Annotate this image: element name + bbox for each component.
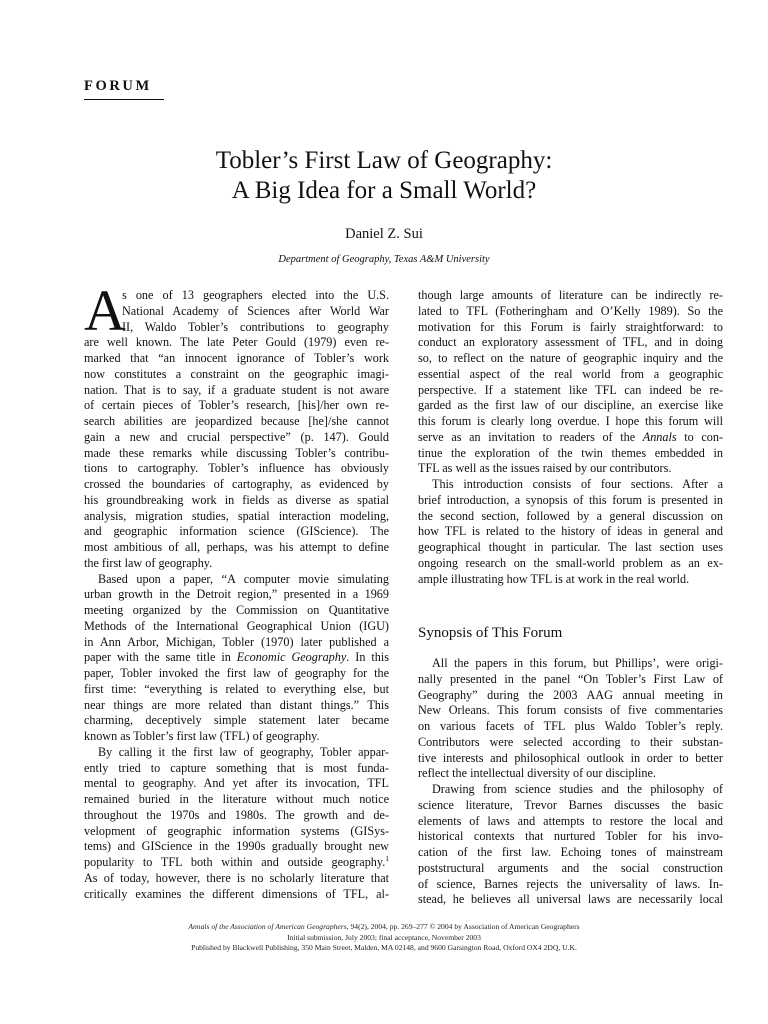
text-line: this forum is clearly long overdue. I hope this forum will xyxy=(418,414,723,428)
text-line: how TFL is related to the history of ideas in general and xyxy=(418,524,723,539)
footer-citation xyxy=(0,922,768,933)
journal-annals-tail: to con- xyxy=(676,429,723,444)
section-rule xyxy=(84,99,164,100)
section-heading-synopsis: Synopsis of This Forum xyxy=(418,625,563,641)
text-line: his groundbreaking work in fields as diverse as spatial xyxy=(84,492,389,507)
text-line: now constitutes a constraint on the geographic imagi- xyxy=(84,366,389,381)
text-line: Based upon a paper, “A computer movie simulating xyxy=(98,571,389,586)
footer-journal: Annals of the Association of American Geographers xyxy=(188,922,347,931)
text-line: brief introduction, a synopsis of this forum is presented in xyxy=(418,492,723,507)
text-line: perspective. If a statement like TFL can indeed be re- xyxy=(418,382,723,397)
text-line: of science, Barnes rejects the universality of laws. In- xyxy=(418,876,723,891)
footnote-marker[interactable]: 1 xyxy=(385,853,389,863)
text-line: lated to TFL (Fotheringham and O’Kelly 1989). So the xyxy=(418,303,723,318)
text-line: in Ann Arbor, Michigan, Tobler (1970) later published a xyxy=(84,634,389,649)
text-line: on various facets of TFL plus Waldo Tobler’s reply. xyxy=(418,719,723,733)
text-line: paper with the same title in Economic Geography. In this xyxy=(84,650,389,665)
text-line: poststructural arguments and the social construction xyxy=(418,860,723,875)
text-line: made these remarks while discussing Tobler’s contribu- xyxy=(84,445,389,460)
text-line: throughout the 1970s and 1980s. The growth and de- xyxy=(84,807,389,822)
text-line: Methods of the International Geographical Union (IGU) xyxy=(84,618,389,633)
text-line: are well known. The late Peter Gould (1979) even re- xyxy=(84,335,389,350)
text-line: New Orleans. This forum consists of five commentaries xyxy=(418,703,723,718)
text-line: By calling it the first law of geography, Tobler appar- xyxy=(98,744,389,759)
text-line: the second section, followed by a general discussion on xyxy=(418,508,723,523)
drop-cap: A xyxy=(84,278,126,343)
text-line: and geographic information science (GIScience). The xyxy=(84,524,389,539)
text-line: the first law of geography. xyxy=(84,555,213,570)
text-line: popularity to TFL both within and outside geography.$^1$ xyxy=(84,853,389,869)
text-line: conduct an exploratory assessment of TFL, and in doing xyxy=(418,335,723,350)
text-line: known as Tobler’s first law (TFL) of geography. xyxy=(84,729,320,743)
text-line: essential aspect of the real world from a geographic xyxy=(418,366,723,381)
text-line: velopment of geographic information systems (GISys- xyxy=(84,823,389,838)
text-line: ongoing research on the small-world problem as an ex- xyxy=(418,555,723,570)
text-line: first time: “everything is related to everything else, but xyxy=(84,681,389,696)
text-line: marked that “an innocent ignorance of Tobler’s work xyxy=(84,351,389,365)
text-line: tems) and GIScience in the 1990s gradually brought new xyxy=(84,839,389,854)
text-line: near things are more related than distant things.” This xyxy=(84,697,389,712)
title-line-1: Tobler’s First Law of Geography: xyxy=(215,147,553,174)
text-line: of certain pieces of Tobler’s research, [his]/her own re- xyxy=(84,398,389,413)
text-line: As of today, however, there is no scholarly literature that xyxy=(84,870,389,885)
right-column-continued xyxy=(418,656,723,908)
text-line: mental to geography. And yet after its invocation, TFL xyxy=(84,776,389,791)
text-line: analysis, migration studies, spatial interaction modeling, xyxy=(84,508,389,523)
text-line: so, to reflect on the nature of geographic inquiry and the xyxy=(418,351,723,365)
text-line: II, Waldo Tobler’s contributions to geography xyxy=(122,319,389,334)
text-line: search abilities are jeopardized because [he]/she cannot xyxy=(84,414,389,428)
text-line: stead, he believes all universal laws are necessarily local xyxy=(418,892,723,907)
text-line: TFL as well as the issues raised by our contributors. xyxy=(418,461,672,476)
text-line: nation. That is to say, if a graduate student is not aware xyxy=(84,382,389,397)
page-footer xyxy=(0,922,768,954)
text-line: meeting organized by the Commission on Quantitative xyxy=(84,603,389,617)
text-line: ample illustrating how TFL is at work in the real world. xyxy=(418,571,690,586)
text-line: tinue the exploration of the twin themes embedded in xyxy=(418,445,723,460)
text-line: reflect the intellectual diversity of our discipline. xyxy=(418,766,656,781)
text-line: Drawing from science studies and the philosophy of xyxy=(432,782,723,796)
text-line: urban growth in the Detroit region,” presented in a 1969 xyxy=(84,587,389,602)
text-line: nally presented in the panel “On Tobler’s First Law of xyxy=(418,671,723,686)
author-affiliation: Department of Geography, Texas A&M University xyxy=(278,254,490,265)
text-line: paper, Tobler invoked the first law of geography for the xyxy=(84,666,389,680)
footer-publisher: Published by Blackwell Publishing, 350 Main Street, Malden, MA 02148, and 9600 Garsington Road, Oxford OX4 2DQ, U.K. xyxy=(191,943,577,952)
text-line: remained buried in the literature without much notice xyxy=(84,792,389,806)
text-line: historical contexts that nurtured Tobler for his invo- xyxy=(418,829,723,844)
text-line: science literature, Trevor Barnes discusses the basic xyxy=(418,797,723,812)
right-column xyxy=(418,288,723,587)
text-line: tive interests and philosophical outlook in order to better xyxy=(418,750,723,765)
footer-citation-text: , 94(2), 2004, pp. 269–277 © 2004 by Association of American Geographers xyxy=(346,922,580,931)
article-title xyxy=(0,146,768,206)
text-line: geographical thought in particular. The last section uses xyxy=(418,540,723,554)
journal-economic-geography: Economic Geography xyxy=(236,650,347,665)
text-line: garded as the first law of our discipline, an exercise like xyxy=(418,398,723,413)
text-line: tions to cartography. Tobler’s influence has obviously xyxy=(84,461,389,476)
left-column xyxy=(84,288,389,902)
text-line: National Academy of Sciences after World War xyxy=(122,303,389,318)
text-line: though large amounts of literature can be indirectly re- xyxy=(418,288,723,302)
text-line: critically examines the different dimensions of TFL, al- xyxy=(84,886,389,901)
section-label: FORUM xyxy=(84,78,152,94)
text-line: elements of laws and attempts to restore the local and xyxy=(418,813,723,828)
text-line: This introduction consists of four sections. After a xyxy=(432,477,723,491)
footer-submission: Initial submission, July 2003; final acceptance, November 2003 xyxy=(287,932,481,942)
text-line: serve as an invitation to readers of the Annals to con- xyxy=(418,429,723,444)
journal-economic-geography-tail: . In this xyxy=(346,650,389,665)
journal-annals: Annals xyxy=(642,429,677,444)
text-line: Geography” during the 2003 AAG annual meeting in xyxy=(418,687,723,702)
text-line: gain a new and crucial perspective” (p. 147). Gould xyxy=(84,429,389,444)
text-line: crossed the boundaries of cartography, as evidenced by xyxy=(84,477,389,491)
text-line: s one of 13 geographers elected into the U.S. xyxy=(122,288,389,302)
text-line: ently tried to capture something that is most funda- xyxy=(84,760,389,775)
text-line: Contributors were selected according to their substan- xyxy=(418,734,723,749)
text-line: charming, deceptively simple statement later became xyxy=(84,713,389,728)
text-line: All the papers in this forum, but Phillips’, were origi- xyxy=(432,656,723,670)
title-line-2: A Big Idea for a Small World? xyxy=(231,177,537,204)
text-line: motivation for this Forum is fairly straightforward: to xyxy=(418,319,723,334)
text-line: cation of the first law. Echoing tones of mainstream xyxy=(418,845,723,859)
text-line: most ambitious of all, perhaps, was his attempt to define xyxy=(84,540,389,554)
author-name: Daniel Z. Sui xyxy=(345,226,423,242)
